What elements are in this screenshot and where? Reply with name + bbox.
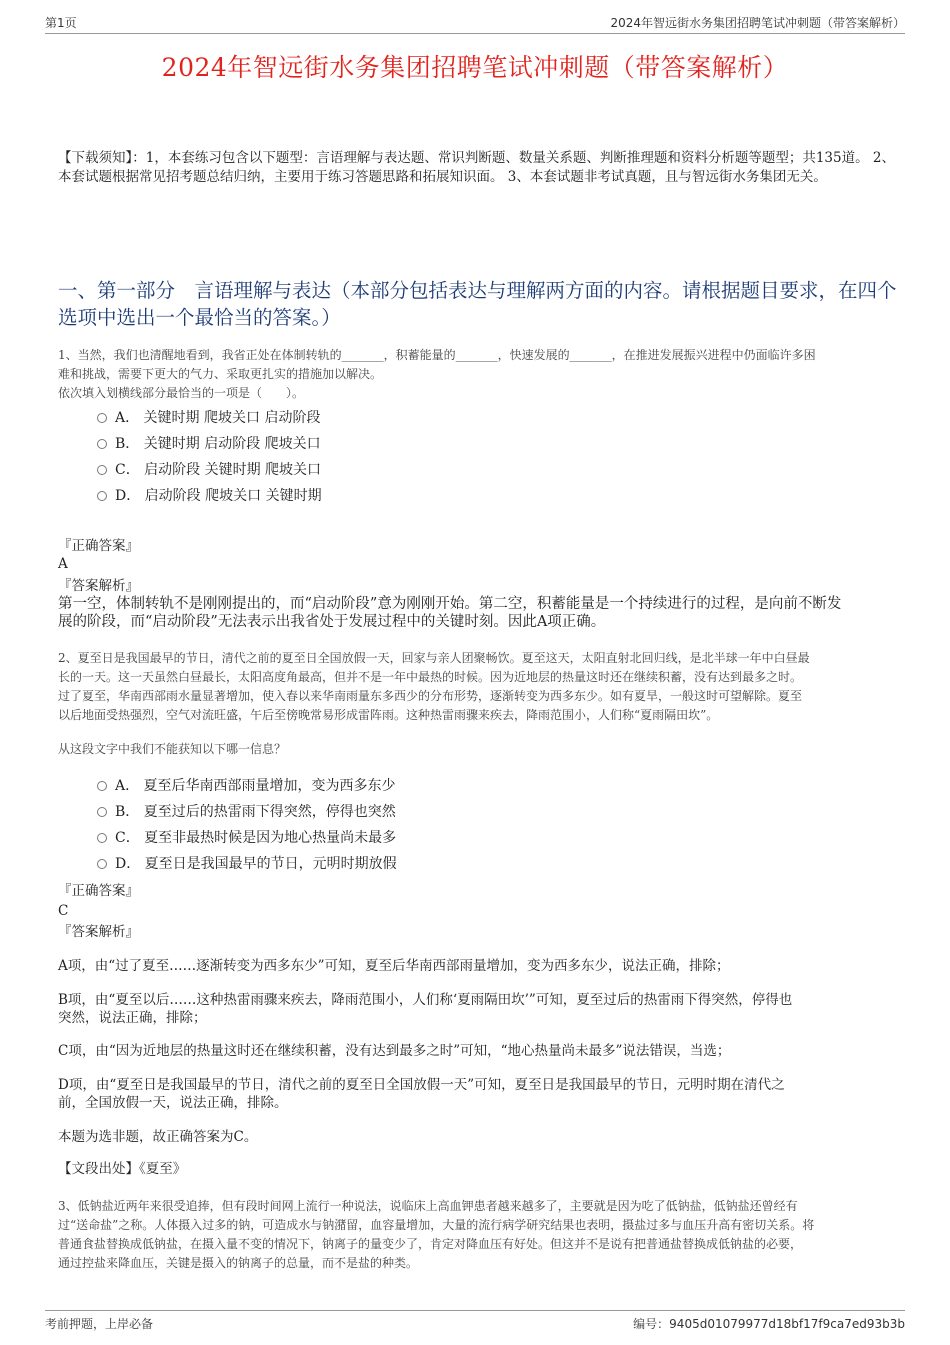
q2-analysis-a: A项，由“过了夏至……逐渐转变为西多东少”可知，夏至后华南西部雨量增加，变为西多东少，说法正确，排除； — [58, 958, 730, 974]
radio-icon[interactable] — [97, 859, 107, 869]
q3-stem-line4: 通过控盐来降血压，关键是摄入的钠离子的总量，而不是盐的种类。 — [58, 1256, 419, 1270]
q1-answer: A — [58, 556, 68, 572]
document-title: 2024年智远街水务集团招聘笔试冲刺题（带答案解析） — [161, 53, 789, 82]
footer-slogan: 考前押题，上岸必备 — [45, 1317, 154, 1331]
q2-option-b[interactable]: B． 夏至过后的热雷雨下得突然，停得也突然 — [97, 803, 396, 821]
page-number: 第1页 — [45, 16, 77, 30]
document-code: 编号：9405d01079977d18bf17f9ca7ed93b3b — [633, 1317, 905, 1331]
section-heading: 一、第一部分 言语理解与表达（本部分包括表达与理解两方面的内容。请根据题目要求，在四个选项中选出一个最恰当的答案。） — [58, 279, 897, 329]
q1-analysis-line1: 第一空，体制转轨不是刚刚提出的，而“启动阶段”意为刚刚开始。第二空，积蓄能量是一个持续进行的过程，是向前不断发 — [58, 596, 842, 612]
q1-stem-line1: 1、当然，我们也清醒地看到，我省正处在体制转轨的_______，积蓄能量的_______，快速发展的_______，在推进发展振兴进程中仍面临许多困 — [58, 348, 816, 362]
q2-source: 【文段出处】《夏至》 — [58, 1161, 187, 1177]
header-rule — [45, 33, 905, 34]
q2-stem-line1: 2、夏至日是我国最早的节日，清代之前的夏至日全国放假一天，回家与亲人团聚畅饮。夏至这天，太阳直射北回归线，是北半球一年中白昼最 — [58, 651, 810, 665]
running-title: 2024年智远街水务集团招聘笔试冲刺题（带答案解析） — [610, 16, 905, 30]
q2-option-c[interactable]: C． 夏至非最热时候是因为地心热量尚未最多 — [97, 829, 396, 847]
q2-analysis-c: C项，由“因为近地层的热量这时还在继续积蓄，没有达到最多之时”可知，“地心热量尚未最多”说法错误，当选； — [58, 1043, 731, 1059]
q2-stem-line2: 长的一天。这一天虽然白昼最长，太阳高度角最高，但并不是一年中最热的时候。因为近地层的热量这时还在继续积蓄，没有达到最多之时。 — [58, 670, 803, 684]
radio-icon[interactable] — [97, 439, 107, 449]
q3-stem-line3: 普通食盐替换成低钠盐，在摄入量不变的情况下，钠离子的量变少了，肯定对降血压有好处。但这并不是说有把普通盐替换成低钠盐的必要， — [58, 1237, 803, 1251]
q2-conclusion: 本题为选非题，故正确答案为C。 — [58, 1129, 258, 1145]
q2-answer-label: 『正确答案』 — [58, 883, 139, 899]
radio-icon[interactable] — [97, 465, 107, 475]
q2-analysis-d-line2: 前，全国放假一天，说法正确，排除。 — [58, 1095, 288, 1111]
q1-analysis-line2: 展的阶段，而“启动阶段”无法表示出我省处于发展过程中的关键时刻。因此A项正确。 — [58, 614, 606, 630]
q1-answer-label: 『正确答案』 — [58, 538, 139, 554]
q2-stem-line4: 以后地面受热强烈，空气对流旺盛，午后至傍晚常易形成雷阵雨。这种热雷雨骤来疾去，降雨范围小，人们称“夏雨隔田坎”。 — [58, 708, 719, 722]
radio-icon[interactable] — [97, 781, 107, 791]
q2-prompt: 从这段文字中我们不能获知以下哪一信息？ — [58, 742, 287, 756]
radio-icon[interactable] — [97, 833, 107, 843]
download-notice: 【下载须知】：1，本套练习包含以下题型：言语理解与表达题、常识判断题、数量关系题、判断推理题和资料分析题等题型；共135道。 2、本套试题根据常见招考题总结归纳，主要用于练习答题思路和拓展知识面。 3、本套试题非考试真题，且与智远街水务集团无关。 — [58, 150, 895, 185]
q1-analysis-label: 『答案解析』 — [58, 578, 139, 594]
radio-icon[interactable] — [97, 807, 107, 817]
q2-analysis-b-line1: B项，由“夏至以后……这种热雷雨骤来疾去，降雨范围小，人们称‘夏雨隔田坎’”可知，夏至过后的热雷雨下得突然，停得也 — [58, 992, 793, 1008]
q1-option-d[interactable]: D． 启动阶段 爬坡关口 关键时期 — [97, 487, 322, 505]
q3-stem-line1: 3、低钠盐近两年来很受追捧，但有段时间网上流行一种说法，说临床上高血钾患者越来越多了，主要就是因为吃了低钠盐，低钠盐还曾经有 — [58, 1199, 798, 1213]
q2-analysis-d-line1: D项，由“夏至日是我国最早的节日，清代之前的夏至日全国放假一天”可知，夏至日是我国最早的节日，元明时期在清代之 — [58, 1077, 785, 1093]
q3-stem-line2: 过“送命盐”之称。人体摄入过多的钠，可造成水与钠潴留，血容量增加，大量的流行病学研究结果也表明，摄盐过多与血压升高有密切关系。将 — [58, 1218, 815, 1232]
q2-option-d[interactable]: D． 夏至日是我国最早的节日，元明时期放假 — [97, 855, 397, 873]
q1-option-b[interactable]: B． 关键时期 启动阶段 爬坡关口 — [97, 435, 321, 453]
q2-analysis-label: 『答案解析』 — [58, 924, 139, 940]
q1-option-c[interactable]: C． 启动阶段 关键时期 爬坡关口 — [97, 461, 321, 479]
q2-option-a[interactable]: A． 夏至后华南西部雨量增加，变为西多东少 — [97, 777, 396, 795]
q1-option-a[interactable]: A． 关键时期 爬坡关口 启动阶段 — [97, 409, 320, 427]
q2-answer: C — [58, 903, 69, 919]
q2-stem-line3: 过了夏至，华南西部雨水量显著增加，使入春以来华南雨量东多西少的分布形势，逐渐转变为西多东少。如有夏旱，一般这时可望解除。夏至 — [58, 689, 803, 703]
radio-icon[interactable] — [97, 413, 107, 423]
q1-prompt: 依次填入划横线部分最恰当的一项是（ ）。 — [58, 386, 305, 400]
footer-rule — [45, 1310, 905, 1311]
radio-icon[interactable] — [97, 491, 107, 501]
q1-stem-line2: 难和挑战，需要下更大的气力、采取更扎实的措施加以解决。 — [58, 367, 383, 381]
q2-analysis-b-line2: 突然，说法正确，排除； — [58, 1010, 207, 1026]
